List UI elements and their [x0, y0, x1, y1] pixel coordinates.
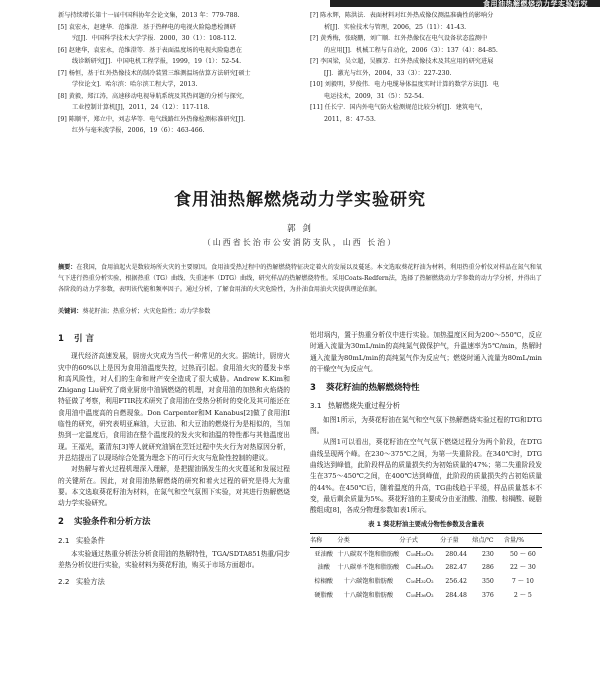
journal-title: 食用油热解燃烧动力学实验研究 [483, 0, 588, 8]
table-cell-mw: 282.47 [445, 564, 467, 572]
table-row [310, 576, 542, 590]
reference-line: 学位论文]．哈尔滨：哈尔滨工程大学，2013. [72, 81, 198, 88]
table-cell-name: 硬脂酸 [314, 592, 333, 600]
table-cell-class: 十八碳双不饱和脂肪酸 [337, 550, 400, 558]
table-cell-mw: 256.42 [445, 578, 467, 586]
method-paragraph: 铝坩埚内，置于热重分析仪中进行实验。加热温度区间为200～550℃，反应时通入流量为30mL/min的高纯氮气做保护气，升温速率为5℃/min，热解时通入流量为80mL/min的高纯氮气作为反应气；燃烧时通入流量为80mL/min的干燥空气为反应气。 [310, 331, 542, 373]
subsection-2-1-heading: 2.1 实验条件 [58, 535, 105, 545]
subsection-3-1-heading: 3.1 热解燃烧失重过程分析 [310, 401, 400, 411]
table-cell-mp: 286 [482, 564, 494, 572]
reference-line: [9] 陈顺平，郑立中，刘志华等．电气线路红外热像检测标准研究[J]. [58, 115, 246, 123]
reference-line: 电运技术，2009，31（5）：52-54. [324, 92, 424, 100]
reference-line: 的应用[J]．机械工程与自动化，2006（3）：137（4）：84-85. [324, 46, 498, 54]
table-header-cell: 分子量 [440, 533, 472, 547]
table-header-cell: 分类 [337, 533, 399, 547]
table-cell-mp: 376 [482, 592, 494, 600]
right-column [310, 330, 542, 679]
table-1 [310, 533, 542, 604]
table-cell-content: 7 ～ 10 [511, 578, 534, 586]
reference-line: 红外与毫米波学报，2006，19（6）：463-466. [72, 127, 205, 134]
reference-line: [5] 袁宏永，赵建华．范维澄．基于热释电的电视火险隐患检测研 [58, 23, 236, 31]
reference-line: 究[J]．中国科学技术大学学报．2000，30（1）：108-112. [72, 35, 237, 42]
abstract-text: 在我国，食用油起火是数较场所火灾的主要原因。食用油受热过程中的热解燃烧特征决定着火的发展以及蔓延。本文选取葵花籽油为材料，利用热重分析仪对样品在氮气和氧气下进行热重分析实验，根据热重（TG）曲线、失重速率（DTG）曲线，研究样品的热解燃烧特性。采用Coats-Redfern法，选择了热解燃烧动力学参数的动力学分析，并得出了各阶段的动力学参数，表明该代能和频率因子。通过分析，了解食用油的火灾危险性，为扑油食用油火灾提供理论依据。 [58, 264, 543, 293]
table-cell-class: 十八碳单不饱和脂肪酸 [337, 564, 400, 572]
reference-line: [?] 陈永辉，陈洪法．表面材料对红外热成像仪测温准确性的影响分 [310, 12, 494, 19]
table-row [310, 548, 542, 562]
table-cell-formula: C₁₈H₃₆O₂ [405, 592, 434, 600]
section-1-paragraph: 对热解与着火过程机理深入理解，是把握油锅发生的火灾蔓延和发展过程的关键所在。因此，对食用油热解燃烧的研究和着火过程的研究是得大为重要。本文选取葵花籽油为材料，在氮气和空气氛围下实验，对其进行热解燃烧动力学实验研究。 [58, 465, 290, 508]
table-row [310, 590, 542, 604]
references-left [58, 10, 298, 137]
table-cell-content: 22 ～ 30 [509, 564, 536, 572]
reference-line: 新与持续增长第十一届中国科协年会论文集，2013 年：779-788. [58, 12, 240, 19]
table-cell-name: 亚油酸 [314, 550, 333, 558]
reference-line: 工业控制计算机[J]，2011，24（12）：117-118. [72, 104, 210, 111]
table-1-caption: 表 1 葵花籽油主要成分物性参数及含量表 [368, 521, 484, 529]
table-row [310, 562, 542, 576]
table-header-cell: 含量/% [504, 533, 542, 547]
table-cell-name: 棕榈酸 [314, 578, 333, 586]
section-3-paragraph: 从图1可以看出，葵花籽油在空气气氛下燃烧过程分为两个阶段，在DTG曲线呈现两个峰。在230～375℃之间，为第一失重阶段。在340℃时，DTG曲线达到峰值，此阶段样品的质量损失约为初始质量的47%；第二失重阶段发生在375～450℃之间，在400℃达到峰值，此阶段的质量损失约占初始质量的44%。在450℃后，随着温度的升高，TG曲线趋于平缓，样品质量基本不变，最后剩余质量为5%。葵花籽油的主要成分由亚油酸、油酸、棕榈酸、硬脂酸组成[8]，各成分物理参数如表1所示。 [310, 438, 542, 515]
keywords-label: 关键词： [58, 308, 83, 315]
left-column [58, 330, 290, 679]
reference-line: [6] 赵建华，袁宏永，范维澄等．基于表面温度场的电视火险隐患在 [58, 46, 242, 54]
reference-line: [8] 黄毅，郑江涛，高速移动电视导航系统及其热问题的分析与探究， [58, 92, 249, 100]
subsection-2-1-paragraph: 本实验通过热重分析法分析食用油的热解特性，TGA/SDTA851热重/同步差热分析仪进行实验，实验材料为葵花籽油，购买于市场方面超市。 [58, 550, 290, 570]
reference-line: 2011，8：47-53. [324, 115, 376, 123]
section-3-paragraph: 如图1所示，为葵花籽油在氮气和空气氛下热解燃烧实验过程的TG和DTG图。 [310, 415, 542, 436]
reference-line: [11] 任长宁．国内外电气防火检测规范比较分析[J]．建筑电气， [310, 104, 487, 111]
author: 郭 剑 [287, 224, 313, 234]
abstract [58, 262, 542, 295]
table-cell-formula: C₁₈H₃₄O₂ [405, 564, 434, 572]
table-body [310, 548, 542, 604]
table-cell-formula: C₁₈H₃₂O₂ [405, 550, 434, 558]
table-cell-formula: C₁₆H₃₂O₂ [405, 578, 434, 586]
table-header-cell: 分子式 [399, 533, 440, 547]
subsection-2-2-heading: 2.2 实验方法 [58, 576, 105, 586]
abstract-label: 摘要： [58, 264, 77, 271]
table-cell-content: 50 ～ 60 [509, 550, 536, 558]
table-header-cell: 熔点/℃ [472, 533, 504, 547]
affiliation: （山西省长治市公安消防支队，山西 长治） [202, 238, 398, 247]
reference-line: [J]．激光与红外，2004，33（3）：227-230. [324, 69, 452, 77]
table-header-row [310, 533, 542, 547]
section-2-heading: 2 实验条件和分析方法 [58, 517, 151, 528]
table-header-cell: 名称 [310, 533, 337, 547]
table-cell-mw: 280.44 [445, 550, 467, 558]
reference-line: [10] 刘毅明，罗俊伟．电力电缆导体温度实时计算的数学方法[J]．电 [310, 81, 500, 88]
keywords-text: 葵花籽油；热重分析；火灾危险性；动力学参数 [82, 308, 211, 315]
table-cell-mp: 350 [482, 578, 494, 586]
reference-line: 析[J]．实验技术与管理，2006，25（11）：41-43. [324, 23, 467, 31]
reference-line: [7] 杨恒，基于红外热像技术的制冷装置三维测温场估算方法研究[硕士 [58, 69, 251, 77]
section-1-heading: 1 引 言 [58, 334, 94, 344]
section-1-paragraph: 现代经济高速发展，厨房火灾成为当代一种常见的火灾。据统计，厨房火灾中的60%以上是因为食用油温度失控，过热而引起。食用油火灾的蔓发卡率和高风险性，对人们的生命和财产安全造成了很大威胁。Andrew K.Kim和Zhigang Liu研究了商业厨房中油锅燃烧的机理，对食用油的加热和火焰烧的特征做了考察，利用FTIR技术研究了食用油在受热分析时的变化及其可能还在食用油中温度高的自燃现象。Don Carpenter和M Kanabus[2]做了食用油I临性的研究，研究表明亚麻油，大豆油、和大豆油的燃烧行为是相似的，当加热到一定温度后，食用油在整个温度段的发火灾和油温的特性都与其他温度出现。王福光，董清东[3]等人就研究油锅在烹饪过程中失火行为对热原因分析，并总结提出了以现场综合处置为理念下的可行火灾与危险性控制的建议。 [58, 352, 290, 462]
reference-line: 线诊断研究[J]．中国电机工程学报，1999，19（1）：52-54. [72, 58, 242, 65]
article-title: 食用油热解燃烧动力学实验研究 [174, 190, 426, 210]
table-cell-name: 油酸 [317, 564, 330, 572]
section-3-heading: 3 葵花籽油的热解燃烧特性 [310, 383, 420, 394]
table-cell-mw: 284.48 [445, 592, 467, 600]
table-cell-class: 十八碳饱和脂肪酸 [343, 592, 394, 600]
table-cell-class: 十六碳饱和脂肪酸 [343, 578, 394, 586]
references-right [310, 10, 560, 125]
table-cell-mp: 230 [482, 550, 494, 558]
keywords [58, 306, 542, 317]
reference-line: [?] 李国梁，吴立超，吴雁芳．红外热成像技术及其应用的研究进展 [310, 58, 494, 65]
reference-line: [?] 黄秀梅，张晓鹏，刘广顺．红外热像仪在电气设备状态监测中 [310, 35, 488, 42]
table-cell-content: 2 ～ 5 [513, 592, 532, 600]
